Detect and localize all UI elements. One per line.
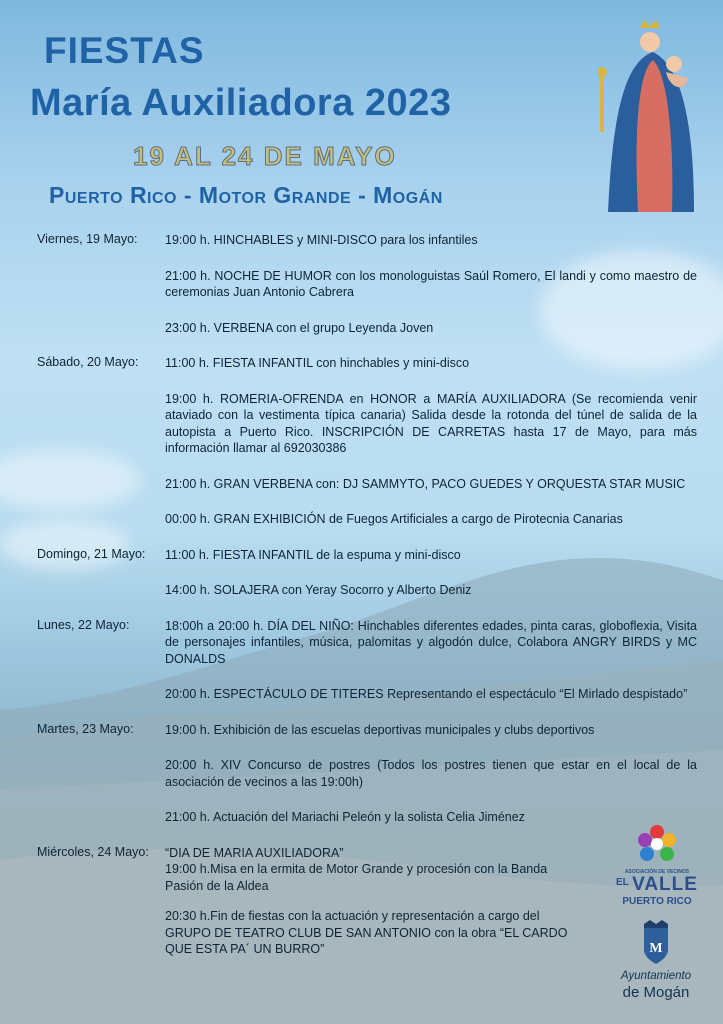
valle-name-label: VALLE: [632, 874, 698, 895]
event-item: 20:30 h.Fin de fiestas con la actuación y representación a cargo del GRUPO DE TEATRO CLUB DE SAN ANTONIO con la obra “EL CARDO QUE ESTA PA´ UN BURRO”: [165, 909, 568, 956]
day-block: [37, 232, 697, 355]
event-item: 23:00 h. VERBENA con el grupo Leyenda Joven: [165, 320, 434, 335]
event-item: 21:00 h. NOCHE DE HUMOR con los monologuistas Saúl Romero, El landi y como maestro de ceremonias Juan Antonio Cabrera: [165, 268, 697, 299]
svg-text:M: M: [649, 941, 663, 956]
day-label: Sábado, 20 Mayo:: [37, 355, 139, 369]
day-block: [37, 618, 697, 722]
ayuntamiento-label: Ayuntamiento: [620, 970, 692, 982]
flower-icon: [612, 822, 702, 872]
event-item: 11:00 h. FIESTA INFANTIL con hinchables y mini-disco: [165, 356, 470, 370]
day-block: [37, 547, 697, 618]
event-dates: 19 AL 24 DE MAYO: [133, 141, 397, 171]
event-list: [165, 355, 697, 547]
coat-of-arms-icon: [610, 920, 702, 966]
program-schedule: [37, 232, 697, 977]
event-item: 14:00 h. SOLAJERA con Yeray Socorro y Alberto Deniz: [165, 583, 472, 597]
event-list: [165, 232, 697, 355]
de-mogan-label: de Mogán: [622, 984, 690, 1001]
event-item: 20:00 h. ESPECTÁCULO DE TITERES Representando el espectáculo “El Mirlado despistado”: [165, 687, 688, 701]
valle-puerto-rico-label: PUERTO RICO: [622, 896, 692, 907]
day-block: [37, 722, 697, 845]
event-item: 00:00 h. GRAN EXHIBICIÓN de Fuegos Artificiales a cargo de Pirotecnia Canarias: [165, 512, 623, 526]
event-item: 21:00 h. Actuación del Mariachi Peleón y la solista Celia Jiménez: [165, 810, 525, 824]
day-block: [37, 355, 697, 547]
maria-auxiliadora-statue-image: [598, 12, 708, 222]
day-block: [37, 845, 697, 977]
event-item: 18:00h a 20:00 h. DÍA DEL NIÑO: Hinchables diferentes edades, pinta caras, globoflexia, Visita de personajes infantiles, música, palomitas y algodón dulce, Colabora ANGRY BIRDS y MC DONALDS: [165, 618, 697, 666]
asociacion-vecinos-el-valle-logo: [612, 822, 702, 917]
event-item: 20:00 h. XIV Concurso de postres (Todos los postres tienen que estar en el local de la asociación de vecinos a las 19:00h): [165, 758, 697, 789]
day-label: Miércoles, 24 Mayo:: [37, 844, 149, 859]
title-maria-auxiliadora: María Auxiliadora 2023: [30, 82, 452, 124]
day-label: Viernes, 19 Mayo:: [37, 232, 138, 246]
event-item: 19:00 h. HINCHABLES y MINI-DISCO para los infantiles: [165, 233, 478, 247]
event-item: “DIA DE MARIA AUXILIADORA” 19:00 h.Misa en la ermita de Motor Grande y procesión con la Banda Pasión de la Aldea: [165, 845, 548, 893]
title-fiestas: FIESTAS: [44, 30, 205, 71]
event-item: 19:00 h. Exhibición de las escuelas deportivas municipales y clubs deportivos: [165, 722, 595, 737]
event-item: 21:00 h. GRAN VERBENA con: DJ SAMMYTO, PACO GUEDES Y ORQUESTA STAR MUSIC: [165, 476, 686, 491]
valle-association-label: ASOCIACIÓN DE VECINOS: [624, 869, 690, 875]
day-label: Martes, 23 Mayo:: [37, 721, 134, 736]
event-item: 11:00 h. FIESTA INFANTIL de la espuma y mini-disco: [165, 547, 461, 562]
day-label: Lunes, 22 Mayo:: [37, 617, 130, 632]
event-list: [165, 547, 697, 618]
event-locations: Puerto Rico - Motor Grande - Mogán: [49, 182, 443, 208]
valle-el-label: EL: [616, 877, 629, 888]
ayuntamiento-mogan-logo: [610, 920, 702, 1010]
event-item: 19:00 h. ROMERIA-OFRENDA en HONOR a MARÍA AUXILIADORA (Se recomienda venir ataviado con la vestimenta típica canaria) Salida desde la rotonda del túnel de salida de la autopista a Puerto Rico. INSCRIPCIÓN DE CARRETAS hasta 17 de Mayo, para más información llamar al 692030386: [165, 391, 697, 455]
event-list: [165, 618, 697, 722]
day-label: Domingo, 21 Mayo:: [37, 546, 146, 561]
